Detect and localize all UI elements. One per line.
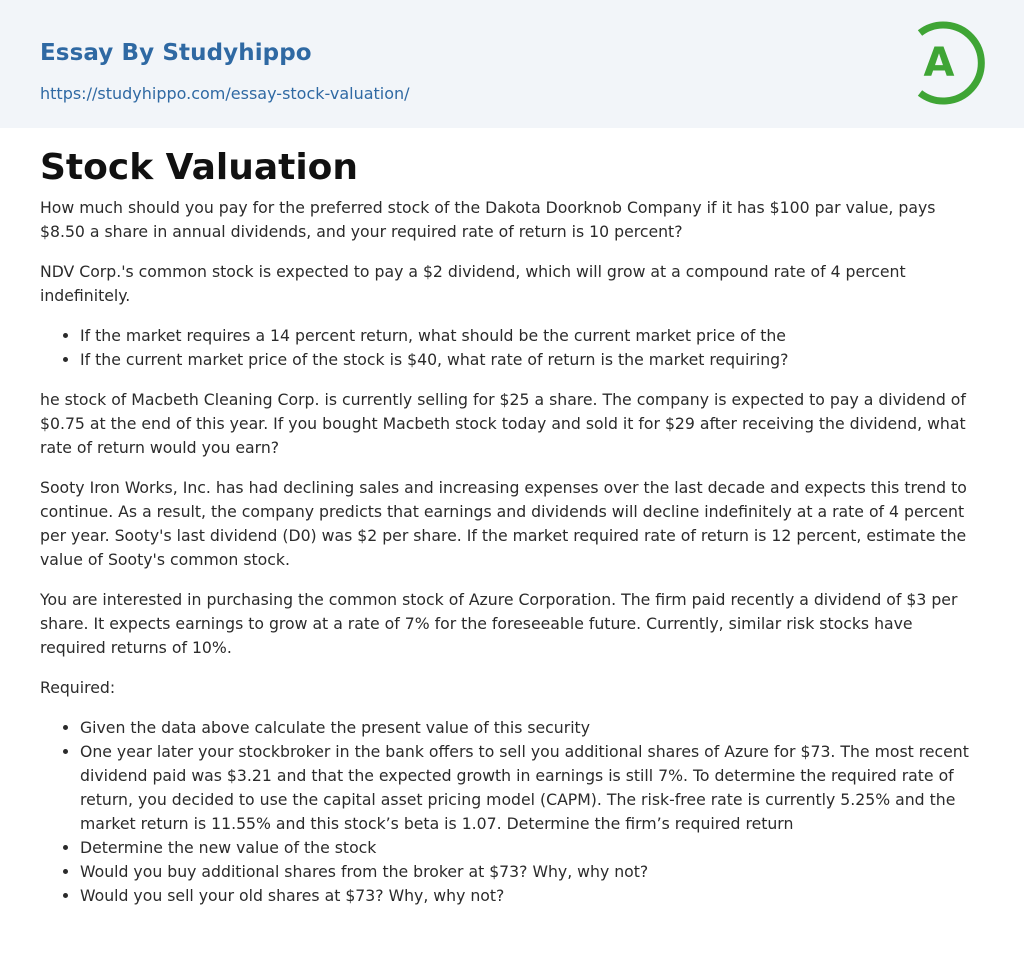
paragraph-macbeth: he stock of Macbeth Cleaning Corp. is currently selling for $25 a share. The company is expected to pay a dividend of $0.75 at the end of this year. If you bought Macbeth stock today and sold it for $29 after receiving the dividend, what rate of return would you earn? — [40, 390, 966, 457]
list-item: • One year later your stockbroker in the bank offers to sell you additional shares of Azure for $73. The most recent dividend paid was $3.21 and that the expected growth in earnings is still 7%. To determine the required rate of return, you decided to use the capital asset pricing model (CAPM). The risk-free rate is currently 5.25% and the market return is 11.55% and this stock’s beta is 1.07. Determine the firm’s required return — [80, 740, 980, 836]
list-item: • If the current market price of the stock is $40, what rate of return is the market requiring? — [80, 348, 980, 372]
article-body — [0, 146, 1024, 908]
paragraph-sooty: Sooty Iron Works, Inc. has had declining sales and increasing expenses over the last decade and expects this trend to continue. As a result, the company predicts that earnings and dividends will decline indefinitely at a rate of 4 percent per year. Sooty's last dividend (D0) was $2 per share. If the market required rate of return is 12 percent, estimate the value of Sooty's common stock. — [40, 478, 967, 569]
logo-letter: A — [923, 40, 955, 86]
list-item: • Given the data above calculate the present value of this security — [80, 716, 980, 740]
studyhippo-logo[interactable] — [912, 20, 986, 106]
page-title: Stock Valuation — [40, 147, 359, 188]
list-item: • Would you buy additional shares from the broker at $73? Why, why not? — [80, 860, 980, 884]
list-item: • Determine the new value of the stock — [80, 836, 980, 860]
question-list-azure — [40, 716, 980, 908]
paragraph-required: Required: — [40, 678, 116, 697]
page-url-link[interactable]: https://studyhippo.com/essay-stock-valuation/ — [40, 84, 410, 103]
site-header — [0, 0, 1024, 128]
paragraph-azure: You are interested in purchasing the common stock of Azure Corporation. The firm paid recently a dividend of $3 per share. It expects earnings to grow at a rate of 7% for the foreseeable future. Currently, similar risk stocks have required returns of 10%. — [40, 590, 958, 657]
question-list-ndv — [40, 324, 980, 372]
list-item: • Would you sell your old shares at $73? Why, why not? — [80, 884, 980, 908]
site-brand[interactable]: Essay By Studyhippo — [40, 40, 312, 66]
paragraph-ndv: NDV Corp.'s common stock is expected to pay a $2 dividend, which will grow at a compound rate of 4 percent indefinitely. — [40, 262, 906, 305]
paragraph-dakota: How much should you pay for the preferred stock of the Dakota Doorknob Company if it has $100 par value, pays $8.50 a share in annual dividends, and your required rate of return is 10 percent? — [40, 198, 936, 241]
list-item: • If the market requires a 14 percent return, what should be the current market price of the — [80, 324, 980, 348]
